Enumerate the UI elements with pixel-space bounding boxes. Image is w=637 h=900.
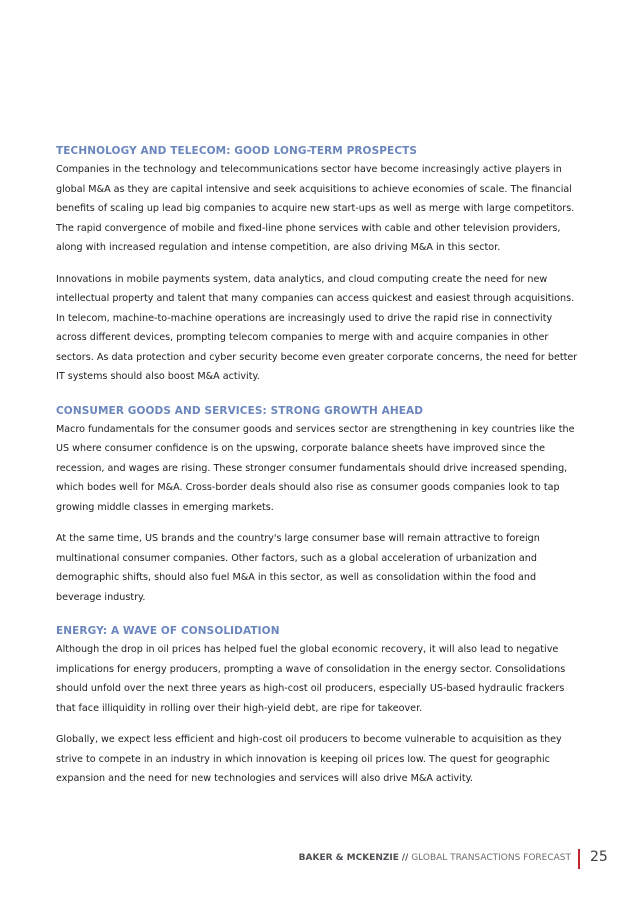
footer-divider-bar <box>578 849 580 869</box>
paragraph: Innovations in mobile payments system, data analytics, and cloud computing create the need for new intellectual property and talent that many companies can access quickest and easiest through acquisitions. In telecom, machine-to-machine operations are increasingly used to drive the rapid rise in connectivity across different devices, prompting telecom companies to merge with and acquire companies in other sectors. As data protection and cyber security become even greater corporate concerns, the need for better IT systems should also boost M&A activity. <box>56 273 578 382</box>
section-technology-telecom <box>56 143 582 387</box>
paragraph: Globally, we expect less efficient and high-cost oil producers to become vulnerable to acquisition as they strive to compete in an industry in which innovation is keeping oil prices low. The quest for geographic expansion and the need for new technologies and services will also drive M&A activity. <box>56 734 562 784</box>
footer-separator: // <box>401 853 409 863</box>
footer-running-title <box>299 853 571 863</box>
page-number: 25 <box>590 849 608 865</box>
page-footer <box>0 849 637 871</box>
section-consumer-goods <box>56 403 582 608</box>
section-heading: CONSUMER GOODS AND SERVICES: STRONG GROWTH AHEAD <box>56 404 424 417</box>
section-energy <box>56 623 582 789</box>
footer-document-title: GLOBAL TRANSACTIONS FORECAST <box>411 853 571 863</box>
section-heading: ENERGY: A WAVE OF CONSOLIDATION <box>56 625 280 637</box>
footer-brand: BAKER & MCKENZIE <box>298 853 399 863</box>
paragraph: Although the drop in oil prices has helped fuel the global economic recovery, it will also lead to negative implications for energy producers, prompting a wave of consolidation in the energy sector. Consolidations should unfold over the next three years as high-cost oil producers, especially US-based hydraulic frackers that face illiquidity in rolling over their high-yield debt, are ripe for takeover. <box>56 644 566 714</box>
section-heading: TECHNOLOGY AND TELECOM: GOOD LONG-TERM PROSPECTS <box>56 145 418 157</box>
paragraph: At the same time, US brands and the country's large consumer base will remain attractive to foreign multinational consumer companies. Other factors, such as a global acceleration of urbanization and demographic shifts, should also fuel M&A in this sector, as well as consolidation within the food and beverage industry. <box>56 533 540 603</box>
paragraph: Companies in the technology and telecommunications sector have become increasingly active players in global M&A as they are capital intensive and seek acquisitions to achieve economies of scale. The financial benefits of scaling up lead big companies to acquire new start-ups as well as merge with large competitors. The rapid convergence of mobile and fixed-line phone services with cable and other television providers, along with increased regulation and intense competition, are also driving M&A in this sector. <box>56 164 575 253</box>
main-content <box>56 143 582 789</box>
paragraph: Macro fundamentals for the consumer goods and services sector are strengthening in key countries like the US where consumer confidence is on the upswing, corporate balance sheets have improved since the recession, and wages are rising. These stronger consumer fundamentals should drive increased spending, which bodes well for M&A. Cross-border deals should also rise as consumer goods companies look to tap growing middle classes in emerging markets. <box>56 423 575 513</box>
